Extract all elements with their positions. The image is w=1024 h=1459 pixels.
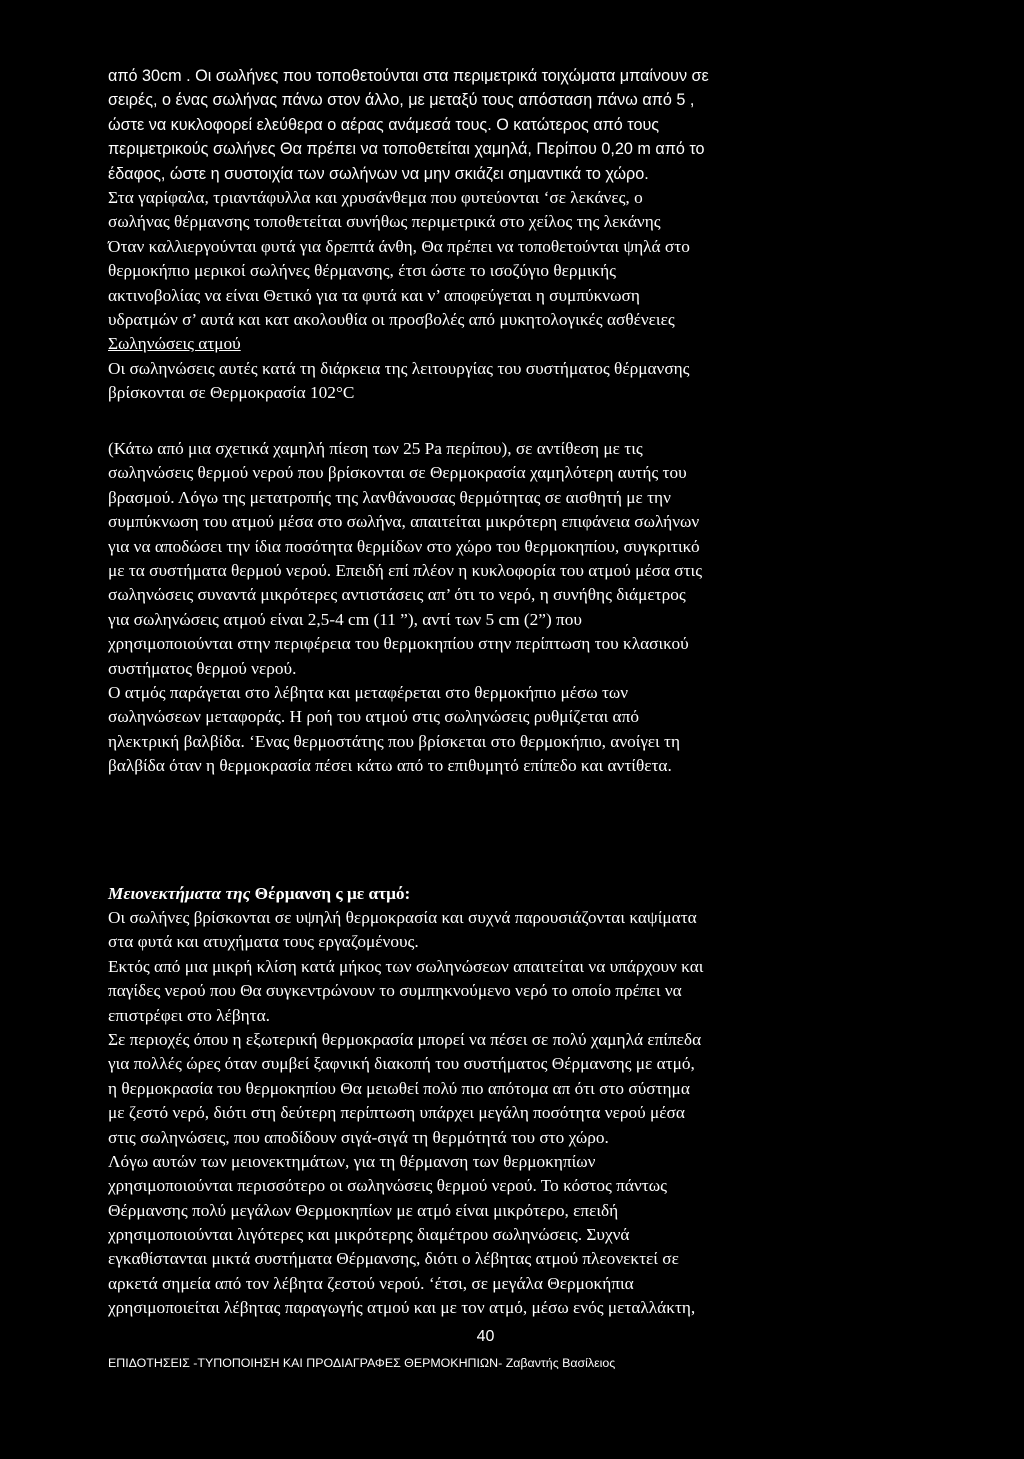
text-line: στα φυτά και ατυχήματα τους εργαζομένους. xyxy=(108,932,419,952)
text-line: χρησιμοποιείται λέβητας παραγωγής ατμού και με τον ατμό, μέσω ενός μεταλλάκτη, xyxy=(108,1298,696,1318)
text-line: χρησιμοποιούνται στην περιφέρεια του θερμοκηπίου στην περίπτωση του κλασικού xyxy=(108,634,689,654)
text-line: παγίδες νερού που Θα συγκεντρώνουν το συμπηκνούμενο νερό το οποίο πρέπει να xyxy=(108,981,682,1001)
paragraph-disadvantages xyxy=(108,906,1008,1321)
paragraph-pipe-placement xyxy=(108,64,1008,357)
paragraph-steam-pressure xyxy=(108,437,1008,778)
text-line: Λόγω αυτών των μειονεκτημάτων, για τη θέρμανση των θερμοκηπίων xyxy=(108,1151,596,1171)
text-line: Όταν καλλιεργούνται φυτά για δρεπτά άνθη, Θα πρέπει να τοποθετούνται ψηλά στο xyxy=(108,236,690,256)
text-line: αρκετά σημεία από τον λέβητα ζεστού νερού. ‘έτσι, σε μεγάλα Θερμοκήπια xyxy=(108,1273,634,1293)
text-line: ώστε να κυκλοφορεί ελεύθερα ο αέρας ανάμεσά τους. Ο κατώτερος από τους xyxy=(108,115,660,134)
section-heading-disadvantages xyxy=(108,882,1008,906)
text-line: συστήματος θερμού νερού. xyxy=(108,658,297,678)
page-footer: ΕΠΙΔΟΤΗΣΕΙΣ -ΤΥΠΟΠΟΙΗΣΗ ΚΑΙ ΠΡΟΔΙΑΓΡΑΦΕΣ ΘΕΡΜΟΚΗΠΙΩΝ- Ζαβαντής Βασίλειος xyxy=(108,1356,616,1370)
text-line: εγκαθίστανται μικτά συστήματα Θέρμανσης, διότι ο λέβητας ατμού πλεονεκτεί σε xyxy=(108,1249,679,1269)
text-line: σωληνώσεων μεταφοράς. Η ροή του ατμού στις σωληνώσεις ρυθμίζεται από xyxy=(108,707,639,727)
text-line: Ο ατμός παράγεται στο λέβητα και μεταφέρεται στο θερμοκήπιο μέσω των xyxy=(108,682,629,702)
section-title-steam-pipes: Σωληνώσεις ατμού xyxy=(108,334,241,354)
text-line: βρασμού. Λόγω της μετατροπής της λανθάνουσας θερμότητας σε αισθητή με την xyxy=(108,487,671,507)
heading-italic: Μειονεκτήματα της xyxy=(108,884,251,903)
text-line: για πολλές ώρες όταν συμβεί ξαφνική διακοπή του συστήματος Θέρμανσης με ατμό, xyxy=(108,1054,695,1074)
text-line: με ζεστό νερό, διότι στη δεύτερη περίπτωση υπάρχει μεγάλη ποσότητα νερού μέσα xyxy=(108,1103,685,1123)
paragraph-steam-temperature xyxy=(108,357,1008,406)
text-line: στις σωληνώσεις, που αποδίδουν σιγά-σιγά τη θερμότητά του στο χώρο. xyxy=(108,1127,609,1147)
text-line: ηλεκτρική βαλβίδα. ‘Ενας θερμοστάτης που βρίσκεται στο θερμοκήπιο, ανοίγει τη xyxy=(108,731,680,751)
text-line: Οι σωλήνες βρίσκονται σε υψηλή θερμοκρασία και συχνά παρουσιάζονται καψίματα xyxy=(108,908,697,927)
text-line: σειρές, ο ένας σωλήνας πάνω στον άλλο, με μεταξύ τους απόσταση πάνω από 5 , xyxy=(108,91,695,110)
text-line: σωληνώσεις θερμού νερού που βρίσκονται σε Θερμοκρασία χαμηλότερη αυτής του xyxy=(108,463,687,483)
heading-rest: Θέρμανση ς με ατμό: xyxy=(250,884,411,903)
text-line: συμπύκνωση του ατμού μέσα στο σωλήνα, απαιτείται μικρότερη επιφάνεια σωλήνων xyxy=(108,512,700,532)
text-line: από 30cm . Οι σωλήνες που τοποθετούνται στα περιμετρικά τοιχώματα μπαίνουν σε xyxy=(108,67,709,85)
text-line: Θέρμανσης πολύ μεγάλων Θερμοκηπίων με ατμό είναι μικρότερο, επειδή xyxy=(108,1200,619,1220)
document-page xyxy=(108,0,1008,1459)
text-line: για να αποδώσει την ίδια ποσότητα θερμίδων στο χώρο του θερμοκηπίου, συγκριτικό xyxy=(108,536,700,556)
text-line: για σωληνώσεις ατμού είναι 2,5-4 cm (11 ”), αντί των 5 cm (2”) που xyxy=(108,609,582,629)
text-line: επιστρέφει στο λέβητα. xyxy=(108,1005,270,1025)
text-line: βαλβίδα όταν η θερμοκρασία πέσει κάτω από το επιθυμητό επίπεδο και αντίθετα. xyxy=(108,756,672,776)
text-line: χρησιμοποιούνται περισσότερο οι σωληνώσεις θερμού νερού. Το κόστος πάντως xyxy=(108,1176,667,1196)
text-line: ακτινοβολίας να είναι Θετικό για τα φυτά και ν’ αποφεύγεται η συμπύκνωση xyxy=(108,285,640,305)
text-line: με τα συστήματα θερμού νερού. Επειδή επί πλέον η κυκλοφορία του ατμού μέσα στις xyxy=(108,560,703,580)
text-line: περιμετρικούς σωλήνες Θα πρέπει να τοποθετείται χαμηλά, Περίπου 0,20 m από το xyxy=(108,140,705,159)
text-line: θερμοκήπιο μερικοί σωλήνες θέρμανσης, έτσι ώστε το ισοζύγιο θερμικής xyxy=(108,261,617,281)
text-line: σωληνώσεις συναντά μικρότερες αντιστάσεις απ’ ότι το νερό, η συνήθης διάμετρος xyxy=(108,585,686,605)
text-line: χρησιμοποιούνται λιγότερες και μικρότερης διαμέτρου σωληνώσεις. Συχνά xyxy=(108,1225,630,1245)
text-line: Οι σωληνώσεις αυτές κατά τη διάρκεια της λειτουργίας του συστήματος θέρμανσης xyxy=(108,359,690,378)
text-line: υδρατμών σ’ αυτά και κατ ακολουθία οι προσβολές από μυκητολογικές ασθένειες xyxy=(108,309,675,329)
text-line: έδαφος, ώστε η συστοιχία των σωλήνων να μην σκιάζει σημαντικά το χώρο. xyxy=(108,164,649,183)
text-line: (Κάτω από μια σχετικά χαμηλή πίεση των 25 Pa περίπου), σε αντίθεση με τις xyxy=(108,439,643,458)
text-line: Στα γαρίφαλα, τριαντάφυλλα και χρυσάνθεμα που φυτεύονται ‘σε λεκάνες, ο xyxy=(108,187,643,207)
text-line: βρίσκονται σε Θερμοκρασία 102°C xyxy=(108,383,355,403)
text-line: η θερμοκρασία του θερμοκηπίου Θα μειωθεί πολύ πιο απότομα απ ότι στο σύστημα xyxy=(108,1078,690,1098)
page-number: 40 xyxy=(476,1328,495,1345)
text-line: σωλήνας θέρμανσης τοποθετείται συνήθως περιμετρικά στο χείλος της λεκάνης xyxy=(108,212,661,232)
text-line: Σε περιοχές όπου η εξωτερική θερμοκρασία μπορεί να πέσει σε πολύ χαμηλά επίπεδα xyxy=(108,1029,702,1049)
text-line: Εκτός από μια μικρή κλίση κατά μήκος των σωληνώσεων απαιτείται να υπάρχουν και xyxy=(108,956,704,976)
